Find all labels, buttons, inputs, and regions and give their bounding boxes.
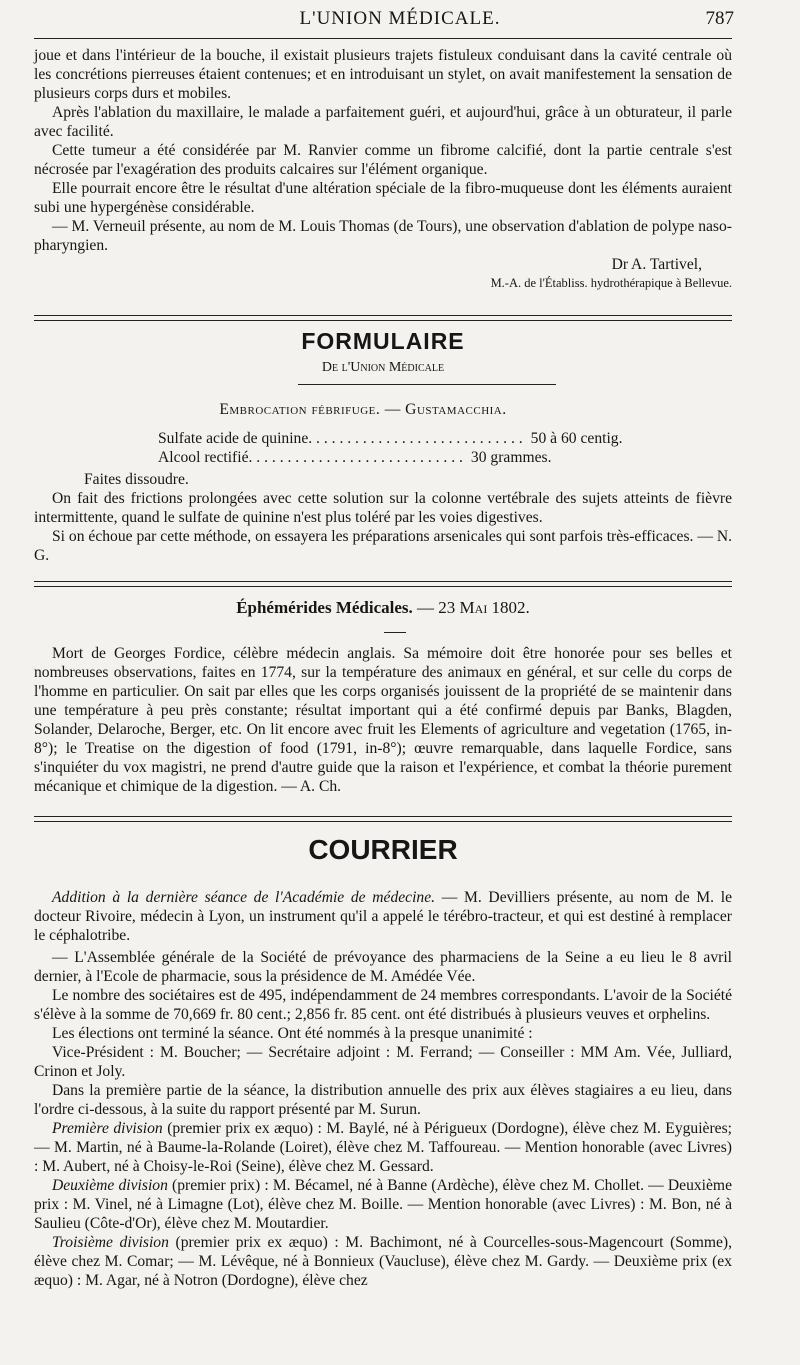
running-head: L'UNION MÉDICALE. <box>299 8 501 29</box>
paragraph-lead: Addition à la dernière séance de l'Académie de médecine. <box>52 889 436 906</box>
ingredients-list <box>34 429 623 467</box>
ephemerides-text: Mort de Georges Fordice, célèbre médecin anglais. Sa mémoire doit être honorée pour ses belles et nombreuses observations, faites en 1774, sur la température des animaux en général, et sur celle du corps de l'homme en particulier. On sait par elles que les corps organisés jouissent de la propriété de se maintenir dans une température à peu près constante; résultat important qui a été confirmé depuis par Banks, Blagden, Solander, Delaroche, Berger, etc. On lit encore avec fruit les Elements of agriculture and vegetation (1765, in-8°); le Treatise on the digestion of food (1791, in-8°); œuvre remarquable, dans laquelle Fordice, sans s'inquiéter du vox magistri, ne prend d'autre guide que la raison et l'expérience, et combat la théorie purement mécanique et chimique de la digestion. — A. Ch. <box>34 645 732 795</box>
section-title-courrier: COURRIER <box>308 834 458 865</box>
paragraph-lead: Troisième division <box>52 1234 169 1251</box>
paragraph: — M. Verneuil présente, au nom de M. Louis Thomas (de Tours), une observation d'ablation de polype naso-pharyngien. <box>34 218 732 254</box>
signature: Dr A. Tartivel, <box>611 256 702 273</box>
recipe-title: Embrocation fébrifuge. — Gustamacchia. <box>219 401 507 418</box>
ingredient-row <box>158 429 623 448</box>
instruction: Faites dissoudre. <box>84 471 189 488</box>
section-rule <box>34 816 732 822</box>
section-title-ephemerides: Éphémérides Médicales. <box>236 598 413 617</box>
subtitle-rule <box>298 384 556 385</box>
paragraph <box>34 1233 732 1290</box>
ephemerides-heading <box>0 598 766 617</box>
ingredient-name: Alcool rectifié <box>158 449 249 466</box>
dot-leader: . . . . . . . . . . . . . . . . . . . . . . . . . . . . <box>248 449 463 466</box>
section-rule <box>34 315 732 321</box>
article-continuation <box>34 46 732 293</box>
paragraph-body: (premier prix ex æquo) : M. Baylé, né à Périgueux (Dordogne), élève chez M. Eyguières; — M. Martin, né à Baume-la-Rolande (Loiret), élève chez M. Taffoureau. — Mention honorable (avec Livres) : M. Aubert, né à Choisy-le-Roi (Seine), élève chez M. Gessard. <box>34 1120 732 1175</box>
paragraph: Le nombre des sociétaires est de 495, indépendamment de 24 membres correspondants. L'avoir de la Société s'élève à la somme de 70,669 fr. 80 cent.; 2,856 fr. 85 cent. ont été distribués à plusieurs veuves et orphelins. <box>34 987 732 1023</box>
courrier-text <box>34 888 732 1290</box>
page-number: 787 <box>705 8 734 29</box>
paragraph: joue et dans l'intérieur de la bouche, il existait plusieurs trajets fistuleux conduisant dans la cavité centrale où les concrétions pierreuses étaient contenues; et en introduisant un stylet, on avait manifestement la sensation de plusieurs corps durs et mobiles. <box>34 47 732 102</box>
paragraph: Elle pourrait encore être le résultat d'une altération spéciale de la fibro-muqueuse dont les éléments auraient subi une hypergénèse considérable. <box>34 180 732 216</box>
paragraph: On fait des frictions prolongées avec cette solution sur la colonne vertébrale des sujets atteints de fièvre intermittente, quand le sulfate de quinine n'est plus toléré par les voies digestives. <box>34 490 732 526</box>
heading-dash <box>384 632 406 633</box>
paragraph-body: (premier prix ex æquo) : M. Bachimont, né à Courcelles-sous-Magencourt (Somme), élève chez M. Comar; — M. Lévêque, né à Bonnieux (Vaucluse), élève chez M. Gardy. — Deuxième prix (ex æquo) : M. Agar, né à Notron (Dordogne), élève chez <box>34 1234 732 1289</box>
header-rule <box>34 38 732 39</box>
ingredient-amount: 50 à 60 centig. <box>530 430 623 447</box>
signature-affiliation: M.-A. de l'Établiss. hydrothérapique à Bellevue. <box>490 276 732 290</box>
ingredient-amount: 30 grammes. <box>470 449 552 466</box>
paragraph: Cette tumeur a été considérée par M. Ranvier comme un fibrome calcifié, dont la partie centrale s'est nécrosée par l'exagération des produits calcaires sur l'élément organique. <box>34 142 732 178</box>
section-rule <box>34 581 732 587</box>
paragraph <box>34 1119 732 1176</box>
paragraph: Les élections ont terminé la séance. Ont été nommés à la presque unanimité : <box>52 1025 533 1042</box>
paragraph: Dans la première partie de la séance, la distribution annuelle des prix aux élèves stagiaires a eu lieu, dans l'ordre ci-dessous, à la suite du rapport présenté par M. Surun. <box>34 1082 732 1118</box>
ingredient-row <box>158 448 598 467</box>
paragraph-body: — M. Devilliers présente, au nom de M. le docteur Rivoire, médecin à Lyon, un instrument qu'il a appelé le térébro-tracteur, et qui est destiné à remplacer le céphalotribe. <box>34 889 732 944</box>
paragraph-lead: Deuxième division <box>52 1177 168 1194</box>
section-title-formulaire: FORMULAIRE <box>301 328 465 354</box>
paragraph-body: (premier prix) : M. Bécamel, né à Banne (Ardèche), élève chez M. Chollet. — Deuxième prix : M. Vinel, né à Limagne (Lot), élève chez M. Boille. — Mention honorable (avec Livres) : M. Bon, né à Saulieu (Côte-d'Or), élève chez M. Moutardier. <box>34 1177 732 1232</box>
paragraph: Vice-Président : M. Boucher; — Secrétaire adjoint : M. Ferrand; — Conseiller : MM Am. Vée, Julliard, Crinon et Joly. <box>34 1044 732 1080</box>
recipe-block <box>34 400 732 565</box>
paragraph <box>34 888 732 945</box>
paragraph: — L'Assemblée générale de la Société de prévoyance des pharmaciens de la Seine a eu lieu le 8 avril dernier, à l'Ecole de pharmacie, sous la présidence de M. Amédée Vée. <box>34 949 732 985</box>
ingredient-name: Sulfate acide de quinine <box>158 430 309 447</box>
paragraph: Si on échoue par cette méthode, on essayera les préparations arsenicales qui sont parfois très-efficaces. — N. G. <box>34 528 732 564</box>
dot-leader: . . . . . . . . . . . . . . . . . . . . . . . . . . . . <box>308 430 523 447</box>
section-date: — 23 Mai 1802. <box>417 598 530 617</box>
paragraph-lead: Première division <box>52 1120 163 1137</box>
section-subtitle: De l'Union Médicale <box>321 360 445 375</box>
paragraph: Après l'ablation du maxillaire, le malade a parfaitement guéri, et aujourd'hui, grâce à un obturateur, il parle avec facilité. <box>34 104 732 140</box>
paragraph <box>34 1176 732 1233</box>
